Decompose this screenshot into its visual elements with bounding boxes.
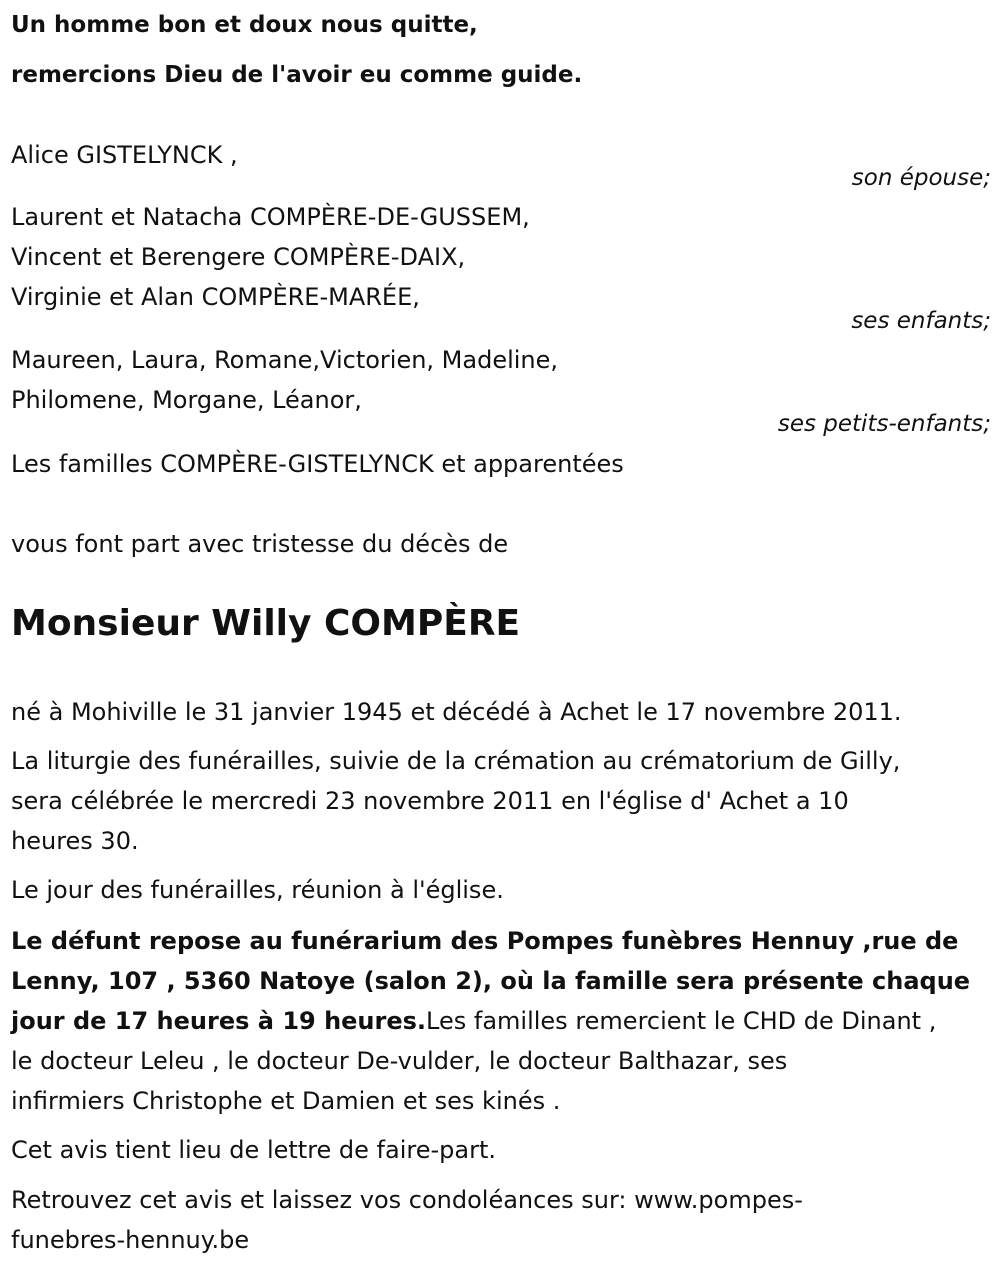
grandchild-line: Philomene, Morgane, Léanor, [11, 386, 362, 414]
repose-hours: jour de 17 heures à 19 heures. [11, 1007, 427, 1035]
website-paragraph [11, 1180, 991, 1260]
quote-line-2: remercions Dieu de l'avoir eu comme guide. [11, 62, 583, 88]
letter-notice-text: Cet avis tient lieu de lettre de faire-part. [11, 1136, 496, 1164]
child-line: Vincent et Berengere COMPÈRE-DAIX, [11, 243, 466, 271]
repose-line: Le défunt repose au funérarium des Pompes funèbres Hennuy ,rue de [11, 927, 959, 955]
repose-line: Lenny, 107 , 5360 Natoye (salon 2), où la famille sera présente chaque [11, 967, 971, 995]
families-line: Les familles COMPÈRE-GISTELYNCK et apparentées [11, 450, 624, 478]
website-line: Retrouvez cet avis et laissez vos condoléances sur: www.pompes- [11, 1186, 803, 1214]
liturgy-line: sera célébrée le mercredi 23 novembre 2011 en l'église d' Achet a 10 [11, 787, 849, 815]
child-line: Laurent et Natacha COMPÈRE-DE-GUSSEM, [11, 203, 530, 231]
website-line: funebres-hennuy.be [11, 1226, 250, 1254]
grandchildren-role: ses petits-enfants; [777, 411, 991, 437]
birth-death-text: né à Mohiville le 31 janvier 1945 et décédé à Achet le 17 novembre 2011. [11, 698, 902, 726]
announcement-text: vous font part avec tristesse du décès de [11, 530, 509, 558]
birth-death-paragraph [11, 692, 991, 732]
thanks-line: le docteur Leleu , le docteur De-vulder, le docteur Balthazar, ses [11, 1047, 788, 1075]
letter-notice-paragraph [11, 1130, 991, 1170]
liturgy-line: La liturgie des funérailles, suivie de la crémation au crématorium de Gilly, [11, 747, 901, 775]
repose-mixed-line [11, 1001, 991, 1041]
announcement [11, 524, 991, 564]
children-section [11, 197, 991, 317]
child-line: Virginie et Alan COMPÈRE-MARÉE, [11, 283, 420, 311]
children-role: ses enfants; [851, 308, 991, 334]
spouse-name: Alice GISTELYNCK , [11, 141, 238, 169]
meeting-text: Le jour des funérailles, réunion à l'église. [11, 876, 504, 904]
grandchild-line: Maureen, Laura, Romane,Victorien, Madeline, [11, 346, 559, 374]
liturgy-line: heures 30. [11, 827, 139, 855]
meeting-paragraph [11, 870, 991, 910]
spouse-section [11, 135, 991, 175]
liturgy-paragraph [11, 741, 991, 861]
quote-line-1: Un homme bon et doux nous quitte, [11, 12, 478, 38]
thanks-inline: Les familles remercient le CHD de Dinant , [426, 1007, 937, 1035]
families-section [11, 444, 991, 484]
repose-paragraph [11, 921, 991, 1121]
thanks-line: infirmiers Christophe et Damien et ses kinés . [11, 1087, 561, 1115]
spouse-role: son épouse; [851, 165, 991, 191]
deceased-name: Monsieur Willy COMPÈRE [11, 603, 521, 644]
